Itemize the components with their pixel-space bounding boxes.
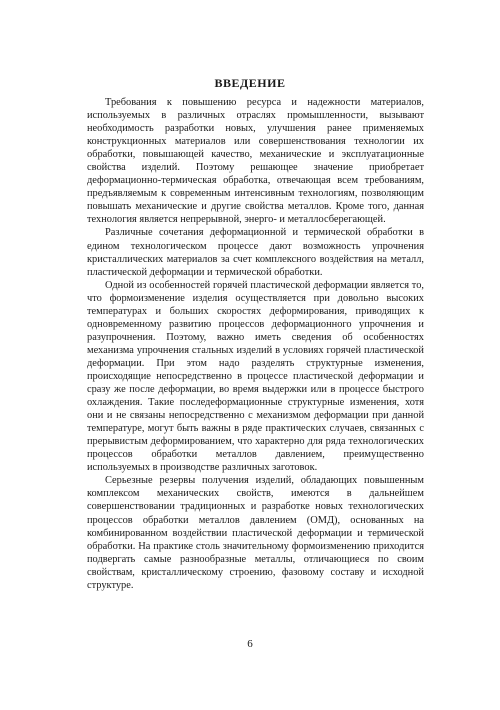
section-heading: ВВЕДЕНИЕ — [214, 76, 286, 90]
paragraph-1: Требования к повышению ресурса и надежности материалов, используемых в различных отраслях промышленности, вызывают необходимость разработки новых, улучшения ранее применяемых конструкционных материалов или совершенствования технологии их обработки, повышающей качество, механические и эксплуатационные свойства изделий. Поэтому решающее значение приобретает деформационно-термическая обработка, отвечающая всем требованиям, предъявляемым к современным интенсивным технологиям, позволяющим повышать механические и другие свойства металлов. Кроме того, данная технология является непрерывной, энерго- и металлосберегающей. — [87, 97, 424, 226]
paragraph-2: Различные сочетания деформационной и термической обработки в едином технологическом процессе дают возможность упрочнения кристаллических материалов за счет комплексного воздействия на металл, пластической деформации и термической обработки. — [87, 227, 424, 278]
paragraph-4: Серьезные резервы получения изделий, обладающих повышенным комплексом механических свойств, имеются в дальнейшем совершенствовании традиционных и разработке новых технологических процессов обработки металлов давлением (ОМД), основанных на комбинированном воздействии пластической деформации и термической обработки. На практике столь значительному формоизменению приходится подвергать самые разнообразные металлы, отличающиеся по своим свойствам, кристаллическому строению, фазовому составу и исходной структуре. — [87, 475, 424, 591]
page-number: 6 — [247, 638, 253, 650]
paragraph-3: Одной из особенностей горячей пластической деформации является то, что формоизменение изделия осуществляется при довольно высоких температурах и больших скоростях деформирования, приводящих к одновременному развитию процессов деформационного упрочнения и разупрочнения. Поэтому, важно иметь сведения об особенностях механизма упрочнения стальных изделий в условиях горячей пластической деформации. При этом надо разделять структурные изменения, происходящие непосредственно в процессе пластической деформации и сразу же после деформации, во время выдержки или в процессе быстрого охлаждения. Такие последеформационные структурные изменения, хотя они и не связаны непосредственно с механизмом деформации при данной температуре, могут быть важны в ряде практических случаев, связанных с прерывистым деформированием, что характерно для ряда технологических процессов обработки металлов давлением, преимущественно используемых в производстве различных заготовок. — [87, 279, 424, 474]
body-text — [87, 96, 424, 592]
